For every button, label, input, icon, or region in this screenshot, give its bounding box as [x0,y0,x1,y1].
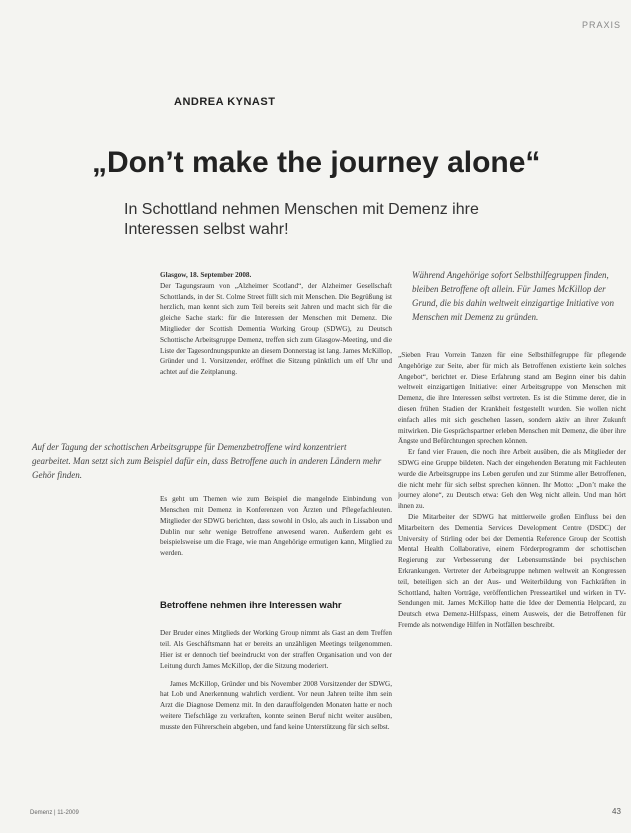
dateline: Glasgow, 18. September 2008. [160,271,252,279]
body-paragraph-4: James McKillop, Gründer und bis November 2008 Vorsitzender der SDWG, hat Lob und Anerkennung wahrlich verdient. Vor neun Jahren teilte ihm sein Arzt die Diagnose Demenz mit. In den darauffolgenden Monaten hatte er noch weitere Tiefschläge zu verkraften, konnte seinen Beruf nicht weiter ausüben, musste den Führerschein abgeben, und fand keine Unterstützung für sich selbst. [160,679,392,731]
section-subhead: Betroffene nehmen ihre Interessen wahr [160,600,342,611]
section-tag: PRAXIS [581,20,621,30]
pull-quote-right: Während Angehörige sofort Selbsthilfegruppen finden, bleiben Betroffene oft allein. Für James McKillop der Grund, die bis dahin weltweit einzigartige Initiative von Menschen mit Demenz zu gründen. [412,270,614,322]
article-subtitle: In Schottland nehmen Menschen mit Demenz ihre Interessen selbst wahr! [124,201,479,238]
article-title: „Don’t make the journey alone“ [92,146,541,179]
intro-paragraph: Der Tagungsraum von „Alzheimer Scotland“, der Alzheimer Gesellschaft Schottlands, in der St. Colme Street füllt sich mit Menschen. Die Begrüßung ist herzlich, man kennt sich zum Teil bereits seit Jahren und macht sich für die gleiche Sache stark: für die Interessen der Menschen mit Demenz. Die Mitglieder der Scottish Dementia Working Group (SDWG), zu Deutsch Schottische Arbeitsgruppe Demenz, treffen sich zum Glasgow-Meeting, und die Liste der Tagesordnungspunkte an diesem Donnerstag ist lang. James McKillop, Gründer und 1. Vorsitzender, eröffnet die Sitzung pünktlich um elf Uhr und achtet auf die Zeitplanung. [160,281,392,377]
pull-quote-left: Auf der Tagung der schottischen Arbeitsgruppe für Demenzbetroffene wird konzentriert gearbeitet. Man setzt sich zum Beispiel dafür ein, dass Betroffene auch in anderen Ländern mehr Gehör finden. [32,442,382,480]
right-paragraph-2: Er fand vier Frauen, die noch ihre Arbeit ausüben, die als Mitglieder der SDWG eine Gruppe bildeten. Nach der eingehenden Beratung mit Fachleuten wurde die Arbeitsgruppe ins Leben gerufen und zur Stimme aller Betroffenen, die nicht mehr für sich selbst sprechen können. Ihr Motto: „Don’t make the journey alone“, zu Deutsch etwa: Geh den Weg nicht allein. Und man hört ihnen zu. [398,448,626,511]
body-paragraph-3: Der Bruder eines Mitglieds der Working Group nimmt als Gast an dem Treffen teil. Als Geschäftsmann hat er bereits an unzähligen Meetings teilgenommen. Hier ist er dennoch tief beeindruckt von der straffen Organisation und von der Leitung durch James McKillop, der die Sitzung moderiert. [160,629,392,670]
author-name: ANDREA KYNAST [174,96,276,108]
left-column-bottom [160,621,392,811]
right-column [398,350,626,810]
body-paragraph-2: Es geht um Themen wie zum Beispiel die mangelnde Einbindung von Menschen mit Demenz in Konferenzen von Ärzten und Pflegefachleuten. Mitglieder der SDWG berichten, dass sowohl in Oslo, als auch in Lissabon und Dublin nur sehr wenige Betroffene anwesend waren. Außerdem geht es beispielsweise um die Frage, wie man Angehörige ermutigen kann, Mitglied zu werden. [160,495,392,558]
right-paragraph-3: Die Mitarbeiter der SDWG hat mittlerweile großen Einfluss bei den Mitarbeitern des Dementia Services Development Centre (DSDC) der University of Stirling oder bei der Dementia Reference Group der Scottish Mental Health Collaborative, einem Förderprogramm der schottischen Regierung zur Verbesserung der Lebensumstände bei psychischen Erkrankungen. Vertreter der Arbeitsgruppe nehmen weltweit an Kongressen teil, beteiligen sich an der Aus- und Weiterbildung von Fachkräften in Schottland, halten Vorträge, veröffentlichen Presseartikel und wirken in TV-Sendungen mit. James McKillop hatte die Idee der Dementia Helpcard, zu Deutsch etwa Demenz-Hilfspass, einem Ausweis, der die Betroffenen für Fremde als notwendige Hilfen in Notfällen beschreibt. [398,512,626,629]
left-column-intro [160,270,392,440]
footer-issue: Demenz | 11-2009 [30,810,79,816]
left-column-middle [160,487,392,587]
page-number: 43 [612,807,621,816]
right-paragraph-1: „Sieben Frau Vorrein Tanzen für eine Selbsthilfegruppe für pflegende Angehörige zur Seite, aber für mich als Betroffenen existierte kein solches Angebot“, berichtet er. Diese Erfahrung stand am Beginn einer bis dahin weltweit einzigartigen Initiative: einer Arbeitsgruppe von Menschen mit Demenz, die ihre Interessen selbst vertreten. Es ist die Stimme derer, die in diesen frühen Stadien der Krankheit festgestellt wurden. Sie wollen nicht einfach alles mit sich geschehen lassen, sondern aktiv an ihrer Zukunft mitwirken. Die Gesprächspartner erleben Menschen mit Demenz, die über ihre Ängste und Befürchtungen sprechen können. [398,351,626,446]
